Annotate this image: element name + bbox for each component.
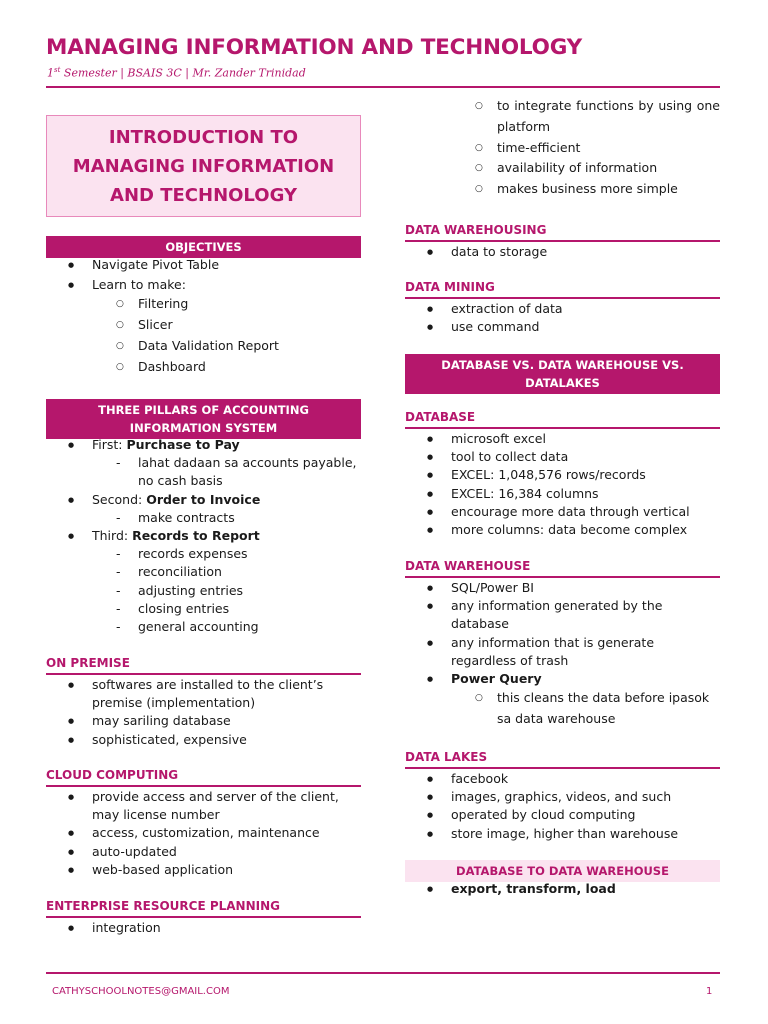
list-item	[405, 880, 720, 898]
list-item: ○ to integrate functions by using one platform	[405, 96, 720, 138]
data-warehousing-heading: DATA WAREHOUSING	[405, 223, 720, 242]
list-item: ● tool to collect data	[405, 448, 720, 466]
list-item: ● more columns: data become complex	[405, 521, 720, 539]
pillar-third-prefix: Third:	[92, 528, 133, 544]
cloud-heading: CLOUD COMPUTING	[46, 768, 361, 787]
data-warehouse-heading: DATA WAREHOUSE	[405, 559, 720, 578]
list-item	[46, 491, 361, 509]
erp-heading: ENTERPRISE RESOURCE PLANNING	[46, 899, 361, 918]
list-item: ● web-based application	[46, 861, 361, 879]
list-item: ○ Data Validation Report	[46, 336, 361, 357]
list-item	[46, 436, 361, 454]
list-item: ○ availability of information	[405, 158, 720, 179]
list-item	[46, 527, 361, 545]
objectives-list	[46, 256, 361, 378]
list-item: ● may sariling database	[46, 712, 361, 730]
list-item: ● encourage more data through vertical	[405, 503, 720, 521]
list-item: - closing entries	[46, 600, 361, 618]
subtitle-rest: Semester | BSAIS 3C | Mr. Zander Trinidad	[60, 66, 306, 80]
pillar-first-name: Purchase to Pay	[126, 437, 240, 452]
intro-title: INTRODUCTION TO MANAGING INFORMATION AND TECHNOLOGY	[72, 126, 335, 206]
list-item: ● images, graphics, videos, and such	[405, 788, 720, 806]
list-item: ● access, customization, maintenance	[46, 824, 361, 842]
list-item: ○ makes business more simple	[405, 179, 720, 200]
list-item: ● any information generated by the database	[405, 597, 720, 633]
list-item: ● auto-updated	[46, 843, 361, 861]
cloud-list	[46, 788, 361, 879]
pillar-first-prefix: First:	[92, 437, 127, 452]
subtitle-sup: st	[54, 66, 61, 74]
list-item: ● use command	[405, 318, 720, 336]
list-item: ● operated by cloud computing	[405, 806, 720, 824]
list-item: ● provide access and server of the client, may license number	[46, 788, 361, 824]
list-item: ○ Dashboard	[46, 357, 361, 378]
objectives-band: OBJECTIVES	[46, 236, 361, 258]
pillar-third-name: Records to Report	[132, 528, 260, 544]
power-query-label: Power Query	[451, 671, 542, 687]
list-item: ● data to storage	[405, 243, 720, 261]
data-mining-list	[405, 300, 720, 336]
data-warehousing-list	[405, 243, 720, 261]
on-premise-list	[46, 676, 361, 749]
list-item: - lahat dadaan sa accounts payable, no cash basis	[46, 454, 361, 490]
on-premise-heading: ON PREMISE	[46, 656, 361, 675]
list-item: - make contracts	[46, 509, 361, 527]
list-item: ● softwares are installed to the client’s premise (implementation)	[46, 676, 361, 712]
list-item: ○ Slicer	[46, 315, 361, 336]
data-warehouse-list	[405, 579, 720, 730]
list-item: ● store image, higher than warehouse	[405, 825, 720, 843]
db-to-dw-list	[405, 880, 720, 898]
data-lakes-heading: DATA LAKES	[405, 750, 720, 769]
list-item: ● Learn to make:	[46, 276, 361, 294]
list-item: ● microsoft excel	[405, 430, 720, 448]
list-item: ● facebook	[405, 770, 720, 788]
footer-email: CATHYSCHOOLNOTES@GMAIL.COM	[52, 986, 230, 997]
list-item: ○ time-efficient	[405, 138, 720, 159]
pillars-band: THREE PILLARS OF ACCOUNTING INFORMATION SYSTEM	[46, 399, 361, 439]
db-to-dw-band: DATABASE TO DATA WAREHOUSE	[405, 860, 720, 882]
comparison-band: DATABASE VS. DATA WAREHOUSE VS. DATALAKES	[405, 354, 720, 394]
database-heading: DATABASE	[405, 410, 720, 429]
document-subtitle	[47, 66, 306, 80]
page-number: 1	[706, 986, 713, 997]
list-item: - reconciliation	[46, 563, 361, 581]
pillar-second-prefix: Second:	[92, 491, 147, 507]
database-list	[405, 430, 720, 539]
list-item: ● Navigate Pivot Table	[46, 256, 361, 274]
erp-continued-list	[405, 96, 720, 200]
list-item: - records expenses	[46, 545, 361, 563]
list-item	[405, 670, 720, 688]
intro-box	[46, 115, 361, 217]
list-item: ● SQL/Power BI	[405, 579, 720, 597]
erp-list	[46, 919, 361, 937]
pillars-list	[46, 436, 361, 636]
list-item: ● integration	[46, 919, 361, 937]
data-lakes-list	[405, 770, 720, 843]
list-item: ○ this cleans the data before ipasok sa data warehouse	[405, 688, 720, 730]
list-item: ● EXCEL: 16,384 columns	[405, 485, 720, 503]
etl-label: export, transform, load	[451, 881, 616, 896]
list-item: - adjusting entries	[46, 582, 361, 600]
list-item: ● extraction of data	[405, 300, 720, 318]
bottom-divider	[46, 972, 720, 974]
pillar-second-name: Order to Invoice	[146, 491, 261, 507]
data-mining-heading: DATA MINING	[405, 280, 720, 299]
list-item: ● EXCEL: 1,048,576 rows/records	[405, 466, 720, 484]
top-divider	[46, 86, 720, 88]
list-item: ● sophisticated, expensive	[46, 731, 361, 749]
document-title: MANAGING INFORMATION AND TECHNOLOGY	[46, 35, 583, 60]
list-item: - general accounting	[46, 618, 361, 636]
list-item: ○ Filtering	[46, 294, 361, 315]
list-item: ● any information that is generate regardless of trash	[405, 634, 720, 670]
subtitle-prefix: 1	[47, 66, 54, 80]
